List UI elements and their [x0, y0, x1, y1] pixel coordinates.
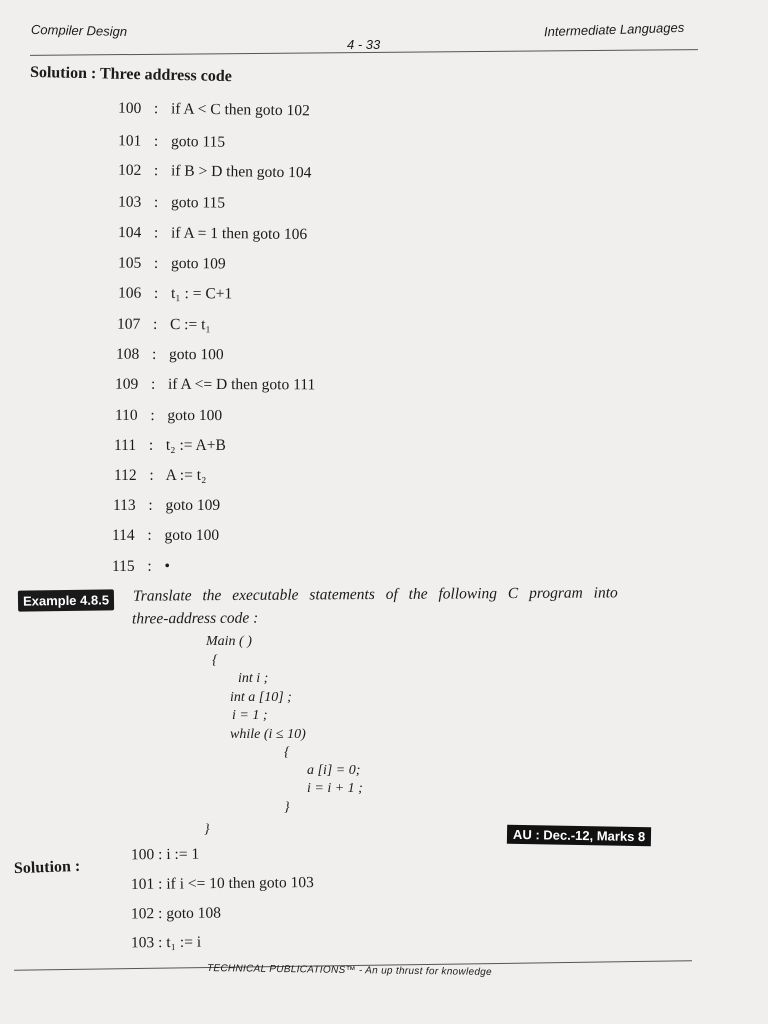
program-line: i = 1 ; — [232, 708, 268, 723]
code-line-106: 106 : t₁ : = C+1 — [117, 284, 233, 303]
line-number: 105 — [117, 254, 142, 272]
program-line: while (i ≤ 10) — [230, 727, 306, 742]
example-badge: Example 4.8.5 — [18, 589, 114, 611]
program-line: { — [212, 653, 218, 668]
line-text: if A <= D then goto 111 — [167, 375, 316, 394]
line-text: if A < C then goto 102 — [170, 100, 310, 120]
line-number: 108 — [115, 345, 140, 363]
marks-badge: AU : Dec.-12, Marks 8 — [507, 825, 652, 847]
code-line-100: 100 : if A < C then goto 102 — [117, 99, 310, 120]
solution-2-heading: Solution : — [13, 857, 81, 878]
line-number: 100 — [117, 99, 142, 117]
solution-2-line: 102 : goto 108 — [130, 904, 222, 923]
program-line: a [i] = 0; — [307, 763, 361, 778]
line-text: • — [164, 558, 170, 575]
code-line-114: 114 : goto 100 — [112, 527, 220, 544]
line-text: t₂ := A+B — [165, 437, 226, 454]
code-line-103: 103 : goto 115 — [117, 193, 226, 212]
code-line-105: 105 : goto 109 — [117, 254, 226, 273]
line-text: goto 109 — [170, 254, 226, 273]
line-text: goto 100 — [164, 527, 220, 544]
line-number: 106 — [117, 284, 142, 302]
program-line: Main ( ) — [206, 634, 252, 649]
solution-2-line: 100 : i := 1 — [130, 845, 200, 864]
program-line: } — [204, 822, 210, 837]
line-text: t₁ : = C+1 — [170, 284, 233, 303]
line-number: 115 — [112, 558, 135, 575]
line-text: goto 109 — [165, 497, 221, 514]
line-number: 107 — [116, 315, 141, 333]
line-number: 112 — [114, 467, 137, 484]
code-line-110: 110 : goto 100 — [114, 406, 223, 425]
line-text: goto 100 — [167, 406, 223, 425]
line-number: 101 — [117, 132, 142, 150]
line-text: if B > D then goto 104 — [170, 162, 312, 182]
code-line-101: 101 : goto 115 — [117, 132, 226, 151]
program-line: i = i + 1 ; — [307, 781, 363, 796]
line-number: 110 — [114, 406, 138, 424]
example-problem-line-2: three-address code : — [131, 609, 259, 628]
solution-2-line: 101 : if i <= 10 then goto 103 — [130, 874, 314, 893]
header-left: Compiler Design — [30, 21, 128, 40]
program-line: } — [284, 800, 290, 815]
program-line: int a [10] ; — [230, 690, 292, 705]
line-number: 103 — [117, 193, 142, 211]
line-number: 102 — [117, 161, 142, 179]
line-text: A := t₂ — [165, 467, 207, 484]
line-text: goto 115 — [170, 132, 226, 151]
footer-text: TECHNICAL PUBLICATIONS™ - An up thrust for knowledge — [206, 963, 493, 978]
line-text: goto 115 — [170, 193, 226, 212]
line-text: goto 100 — [168, 345, 224, 364]
program-line: int i ; — [238, 671, 269, 686]
solution-heading: Solution : Three address code — [29, 63, 232, 86]
solution-2-line: 103 : t₁ := i — [130, 933, 202, 952]
line-text: if A = 1 then goto 106 — [170, 224, 308, 243]
line-number: 109 — [114, 375, 139, 393]
code-line-113: 113 : goto 109 — [113, 497, 221, 514]
line-text: C := t₁ — [169, 316, 211, 334]
code-line-112: 112 : A := t₂ — [114, 467, 207, 484]
page-number: 4 - 33 — [347, 37, 381, 52]
program-line: { — [284, 745, 290, 760]
code-line-108: 108 : goto 100 — [115, 345, 224, 364]
code-line-107: 107 : C := t₁ — [116, 315, 211, 334]
line-number: 104 — [117, 224, 142, 242]
code-line-102: 102 : if B > D then goto 104 — [117, 161, 312, 182]
code-line-111: 111 : t₂ := A+B — [114, 437, 226, 454]
line-number: 113 — [113, 497, 136, 514]
header-right: Intermediate Languages — [543, 19, 685, 40]
example-problem-line-1: Translate the executable statements of the following C program into — [132, 584, 618, 605]
line-number: 114 — [112, 527, 135, 544]
line-number: 111 — [114, 437, 137, 454]
code-line-104: 104 : if A = 1 then goto 106 — [117, 224, 308, 243]
code-line-109: 109 : if A <= D then goto 111 — [114, 375, 316, 394]
code-line-115: 115 : • — [112, 558, 170, 575]
